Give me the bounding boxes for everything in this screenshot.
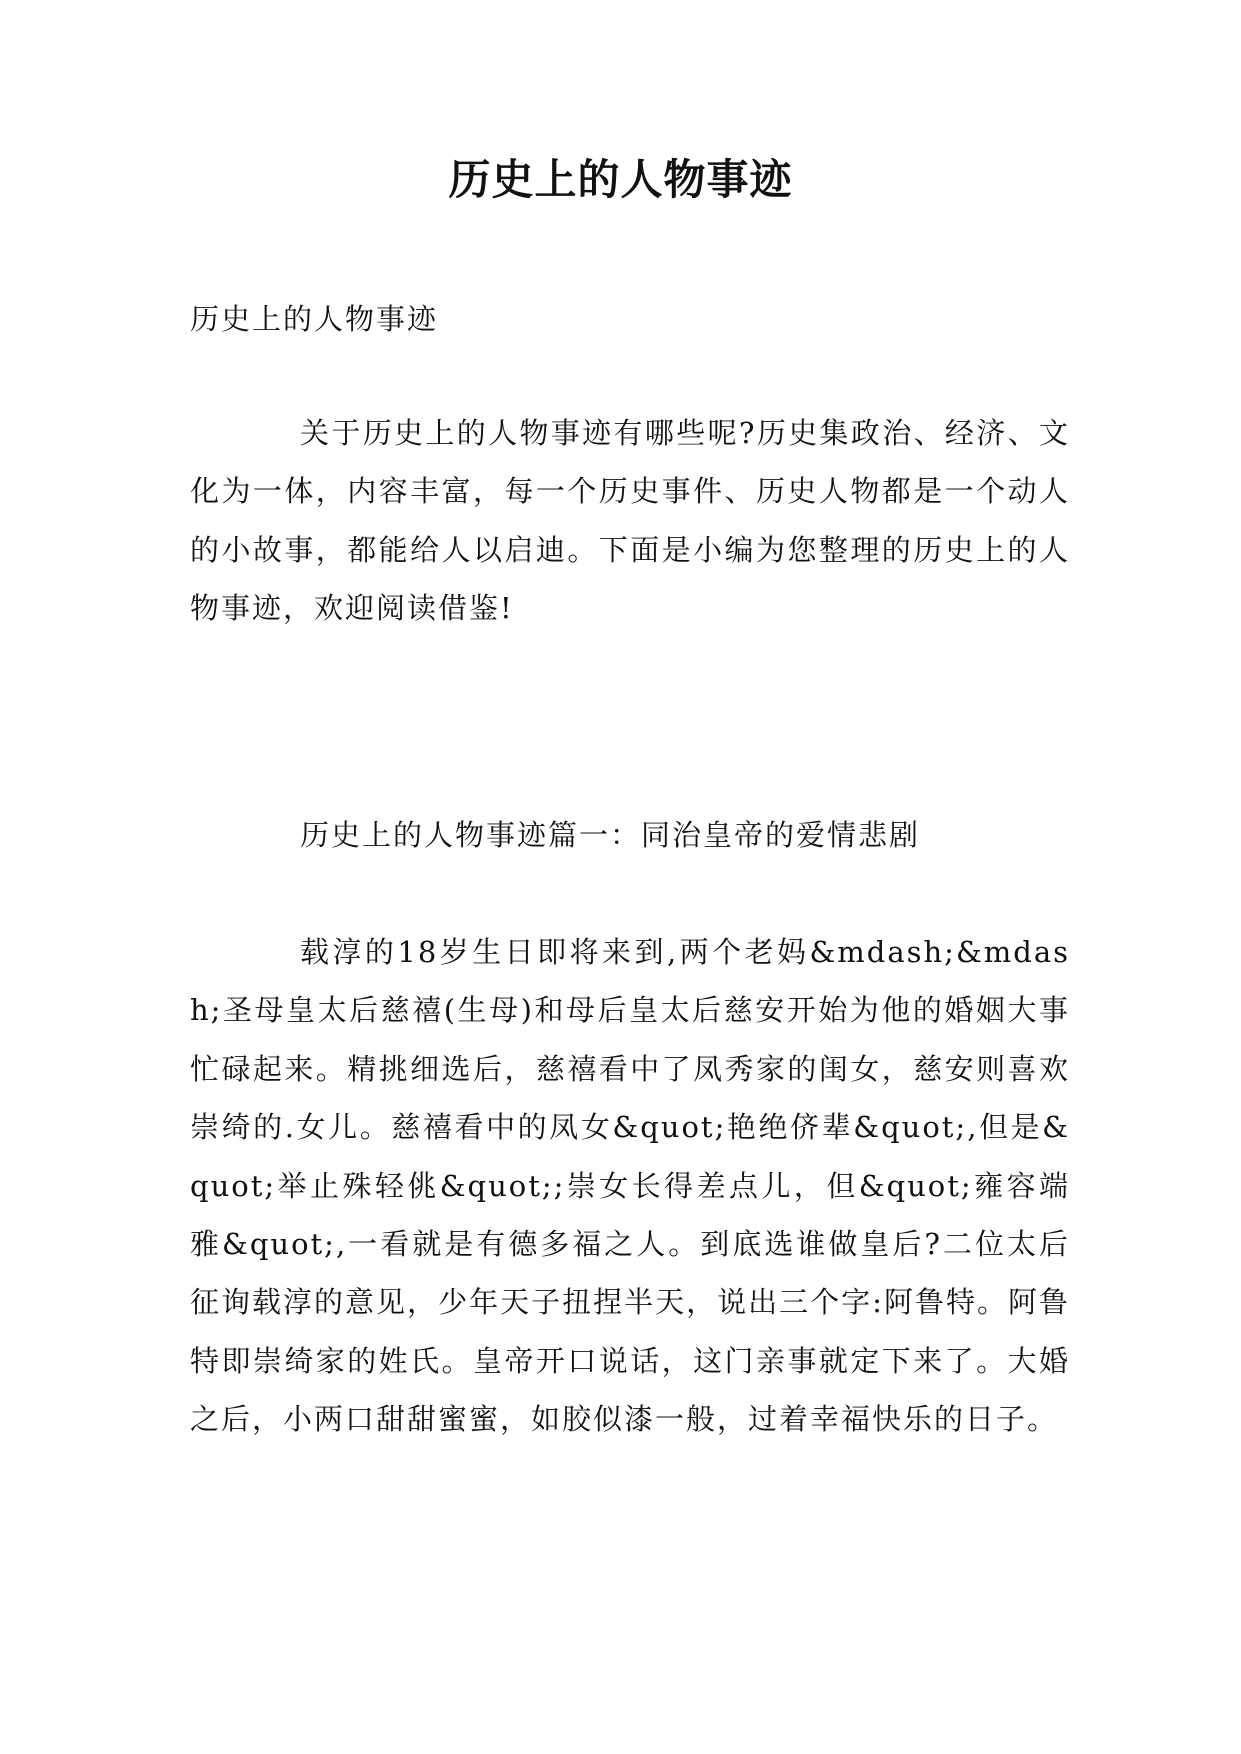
document-title: 历史上的人物事迹 bbox=[448, 155, 793, 204]
document-subtitle: 历史上的人物事迹 bbox=[190, 302, 439, 336]
section-paragraph: 载淳的18岁生日即将来到,两个老妈&mdash;&mdash;圣母皇太后慈禧(生母)和母后皇太后慈安开始为他的婚姻大事忙碌起来。精挑细选后，慈禧看中了凤秀家的闺女，慈安则喜欢崇绮的.女儿。慈禧看中的凤女&quot;艳绝侪辈&quot;,但是&quot;举止殊轻佻&quot;;崇女长得差点儿，但&quot;雍容端雅&quot;,一看就是有德多福之人。到底选谁做皇后?二位太后征询载淳的意见，少年天子扭捏半天，说出三个字:阿鲁特。阿鲁特即崇绮家的姓氏。皇帝开口说话，这门亲事就定下来了。大婚之后，小两口甜甜蜜蜜，如胶似漆一般，过着幸福快乐的日子。 bbox=[190, 935, 1070, 1437]
intro-paragraph: 关于历史上的人物事迹有哪些呢?历史集政治、经济、文化为一体，内容丰富，每一个历史事件、历史人物都是一个动人的小故事，都能给人以启迪。下面是小编为您整理的历史上的人物事迹，欢迎阅读借鉴! bbox=[190, 416, 1070, 626]
section-heading: 历史上的人物事迹篇一：同治皇帝的爱情悲剧 bbox=[300, 818, 921, 852]
